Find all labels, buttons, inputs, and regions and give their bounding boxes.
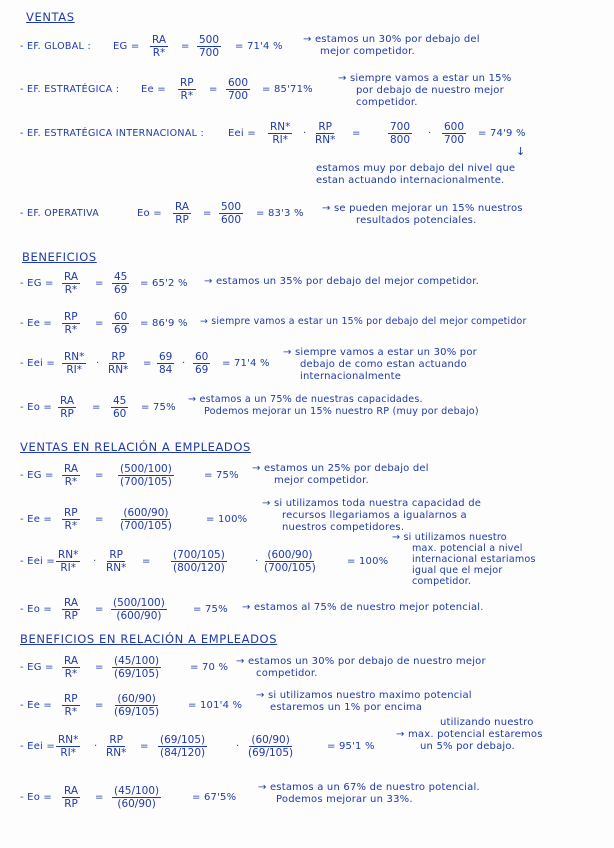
fraction: $\frac{RN*}{RI*}$ [58, 734, 79, 759]
comment-line: competidor. [356, 97, 418, 108]
comment-line: internacionalmente [300, 371, 402, 382]
comment-line: igual que el mejor [412, 565, 503, 576]
comment-line: → estamos un 30% por debajo de nuestro mejor [236, 656, 486, 667]
comment-line: recursos llegariamos a igualarnos a [282, 510, 467, 521]
comment-line: → si utilizamos nuestro [392, 532, 507, 543]
row-symbol: EG = [113, 41, 140, 52]
fraction: $\frac{(60/90)}{(69/105)}$ [114, 693, 160, 718]
fraction: $\frac{RP}{RN*}$ [108, 351, 129, 376]
result: = 75% [193, 604, 228, 615]
equals: = [92, 402, 101, 413]
fraction: $\frac{(700/105)}{(800/120)}$ [173, 549, 225, 574]
dot: · [93, 556, 97, 567]
result: = 75% [204, 470, 239, 481]
equals: = [95, 318, 104, 329]
section-title-ventas: VENTAS [26, 10, 75, 24]
fraction: $\frac{45}{60}$ [113, 395, 127, 420]
row-symbol: Eo = [137, 208, 162, 219]
comment-line: por debajo de nuestro mejor [356, 85, 504, 96]
row-symbol: - Eo = [20, 402, 52, 413]
comment-line: → estamos un 30% por debajo del [303, 34, 480, 45]
comment-line: competidor. [256, 668, 318, 679]
row-label: - EF. OPERATIVA [20, 208, 100, 219]
result: = 67'5% [192, 792, 237, 803]
fraction: $\frac{RP}{R*}$ [64, 311, 78, 336]
equals: = [181, 41, 190, 52]
fraction: $\frac{600}{700}$ [228, 77, 249, 102]
fraction: $\frac{RP}{R*}$ [180, 77, 194, 102]
fraction: $\frac{(500/100)}{(700/105)}$ [120, 463, 172, 488]
row-label: - EF. GLOBAL : [20, 41, 91, 52]
result: = 100% [347, 556, 389, 567]
fraction: $\frac{500}{700}$ [199, 34, 220, 59]
comment-line: → estamos un 25% por debajo del [252, 463, 429, 474]
row-symbol: - EG = [20, 470, 54, 481]
equals: = [203, 208, 212, 219]
equals: = [142, 556, 151, 567]
fraction: $\frac{RP}{R*}$ [64, 507, 78, 532]
row-label: - EF. ESTRATÉGICA INTERNACIONAL : [20, 128, 205, 139]
fraction: $\frac{(69/105)}{(84/120)}$ [160, 734, 206, 759]
comment-line: → siempre vamos a estar un 15% por debajo del mejor competidor [200, 316, 527, 327]
row-symbol: - Eei = [20, 358, 55, 369]
fraction: $\frac{RA}{R*}$ [64, 463, 79, 488]
dot: · [303, 128, 307, 139]
fraction: $\frac{RN*}{RI*}$ [58, 549, 79, 574]
comment-line: → siempre vamos a estar un 15% [338, 73, 512, 84]
fraction: $\frac{600}{700}$ [444, 121, 465, 146]
comment-line: Podemos mejorar un 33%. [276, 794, 413, 805]
comment-line: un 5% por debajo. [420, 741, 515, 752]
result: = 71'4 % [235, 41, 283, 52]
fraction: $\frac{(600/90)}{(700/105)}$ [120, 507, 172, 532]
equals: = [95, 604, 104, 615]
fraction: $\frac{(60/90)}{(69/105)}$ [248, 734, 294, 759]
fraction: $\frac{RA}{RP}$ [64, 597, 79, 622]
fraction: $\frac{RP}{RN*}$ [106, 734, 127, 759]
fraction: $\frac{(45/100)}{(69/105)}$ [114, 655, 160, 680]
comment-line: Podemos mejorar un 15% nuestro RP (muy por debajo) [204, 406, 479, 417]
section-title-beneficios-empleados: BENEFICIOS EN RELACIÓN A EMPLEADOS [20, 632, 278, 646]
row-symbol: Eei = [228, 128, 256, 139]
section-title-beneficios: BENEFICIOS [22, 250, 97, 264]
fraction: $\frac{RP}{R*}$ [64, 693, 78, 718]
result: = 95'1 % [327, 741, 375, 752]
fraction: $\frac{(600/90)}{(700/105)}$ [264, 549, 316, 574]
fraction: $\frac{RP}{RN*}$ [106, 549, 127, 574]
dot: · [428, 128, 432, 139]
equals: = [140, 741, 149, 752]
equals: = [95, 470, 104, 481]
fraction: $\frac{500}{600}$ [221, 201, 242, 226]
result: = 85'71% [262, 84, 313, 95]
fraction: $\frac{RA}{RP}$ [60, 395, 75, 420]
fraction: $\frac{RA}{RP}$ [64, 785, 79, 810]
row-symbol: - Ee = [20, 514, 53, 525]
comment-line: estan actuando internacionalmente. [316, 175, 505, 186]
comment-line: estaremos un 1% por encima [270, 702, 423, 713]
result: = 75% [141, 402, 176, 413]
fraction: $\frac{45}{69}$ [114, 271, 128, 296]
comment-line: mejor competidor. [320, 46, 415, 57]
comment-line: → estamos un 35% por debajo del mejor competidor. [204, 276, 480, 287]
fraction: $\frac{700}{800}$ [390, 121, 411, 146]
comment-line: max. potencial a nivel [412, 543, 523, 554]
row-label: - EF. ESTRATÉGICA : [20, 84, 120, 95]
comment-line: → siempre vamos a estar un 30% por [283, 347, 477, 358]
comment-line: internacional estariamos [412, 554, 536, 565]
fraction: $\frac{60}{69}$ [195, 351, 209, 376]
result: = 65'2 % [140, 278, 188, 289]
dot: · [236, 741, 240, 752]
fraction: $\frac{RN*}{RI*}$ [270, 121, 291, 146]
equals: = [95, 792, 104, 803]
down-arrow-icon: ↓ [516, 145, 526, 158]
comment-line: → se pueden mejorar un 15% nuestros [322, 203, 523, 214]
fraction: $\frac{RA}{R*}$ [64, 271, 79, 296]
fraction: $\frac{RP}{RN*}$ [315, 121, 336, 146]
result: = 86'9 % [140, 318, 188, 329]
fraction: $\frac{RA}{RP}$ [175, 201, 190, 226]
dot: · [96, 358, 100, 369]
comment-line: → estamos a un 67% de nuestro potencial. [258, 782, 480, 793]
comment-line: → si utilizamos nuestro maximo potencial [256, 690, 472, 701]
row-symbol: - Ee = [20, 318, 53, 329]
comment-line: nuestros competidores. [282, 522, 405, 533]
row-symbol: - EG = [20, 662, 54, 673]
comment-line: → estamos a un 75% de nuestras capacidades. [188, 394, 423, 405]
fraction: $\frac{(45/100)}{(60/90)}$ [114, 785, 160, 810]
equals: = [95, 514, 104, 525]
equals: = [209, 84, 218, 95]
row-symbol: - Ee = [20, 700, 53, 711]
equals: = [352, 128, 361, 139]
fraction: $\frac{(500/100)}{(600/90)}$ [113, 597, 165, 622]
dot: · [182, 358, 186, 369]
row-symbol: - Eei = [20, 556, 55, 567]
row-symbol: Ee = [141, 84, 166, 95]
dot: · [94, 741, 98, 752]
result: = 74'9 % [478, 128, 526, 139]
comment-line: debajo de como estan actuando [300, 359, 467, 370]
row-symbol: - Eo = [20, 604, 52, 615]
comment-line: mejor competidor. [274, 475, 369, 486]
fraction: $\frac{60}{69}$ [114, 311, 128, 336]
fraction: $\frac{RN*}{RI*}$ [64, 351, 85, 376]
section-title-ventas-empleados: VENTAS EN RELACIÓN A EMPLEADOS [20, 440, 251, 454]
dot: · [255, 556, 259, 567]
comment-line: competidor. [412, 576, 472, 587]
equals: = [143, 358, 152, 369]
comment-line: utilizando nuestro [440, 717, 534, 728]
fraction: $\frac{RA}{R*}$ [152, 34, 167, 59]
comment-line: → max. potencial estaremos [396, 729, 543, 740]
equals: = [95, 278, 104, 289]
equals: = [95, 662, 104, 673]
equals: = [95, 700, 104, 711]
result: = 100% [206, 514, 248, 525]
comment-line: estamos muy por debajo del nivel que [316, 163, 516, 174]
row-symbol: - EG = [20, 278, 54, 289]
comment-line: resultados potenciales. [356, 215, 477, 226]
result: = 101'4 % [188, 700, 243, 711]
result: = 83'3 % [256, 208, 304, 219]
row-symbol: - Eo = [20, 792, 52, 803]
result: = 71'4 % [222, 358, 270, 369]
result: = 70 % [190, 662, 229, 673]
row-symbol: - Eei = [20, 741, 55, 752]
comment-line: → estamos al 75% de nuestro mejor potencial. [242, 602, 484, 613]
fraction: $\frac{RA}{R*}$ [64, 655, 79, 680]
comment-line: → si utilizamos toda nuestra capacidad de [262, 498, 482, 509]
fraction: $\frac{69}{84}$ [159, 351, 173, 376]
